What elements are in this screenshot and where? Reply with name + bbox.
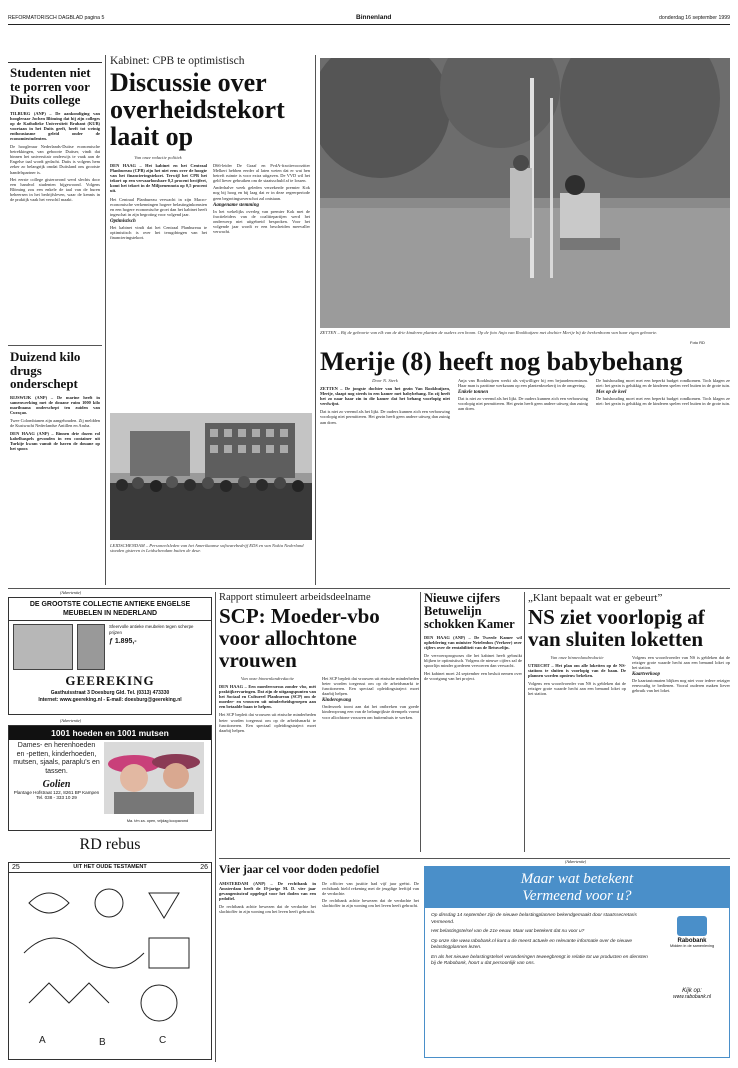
header-left: REFORMATORISCH DAGBLAD pagina 5 [8, 15, 105, 21]
article-title: Vier jaar cel voor doden pedofiel [219, 864, 380, 876]
header-date: donderdag 16 september 1999 [659, 15, 730, 21]
article-body: Het SCP bepleit dat vrouwen uit etnische minderheden beter worden toegerust om op de arbeidsmarkt te functioneren. Een speciaal opleidingstraject moet daarbij helpen. [322, 676, 419, 697]
cabinet-illustration [77, 624, 105, 670]
article-students [10, 66, 100, 336]
svg-text:B: B [99, 1037, 106, 1048]
ad-title: Vermeend voor u? [522, 888, 632, 904]
ad-hats[interactable] [8, 725, 212, 831]
article-lead: AMSTERDAM (ANP) – De rechtbank in Amsterdam heeft de 19-jarige M. D. vier jaar gevangenisstraf opgelegd voor het doden van een pedofiel. [219, 881, 316, 902]
article-lead: UTRECHT – Het plan om alle loketten op de NS-stations te sluiten is voorlopig van de baan. De plannen worden opnieuw bekeken. [528, 663, 626, 679]
rebus-drawings [9, 873, 211, 1059]
ad-geereking[interactable] [8, 597, 212, 715]
article-body: Het kabinet moet 24 september een besluit nemen over de voortgang van het project. [424, 670, 522, 681]
ad-address: Plantage Hofstraat 122, 8261 BP Kampen [13, 790, 100, 795]
article-body: De hoogleraar Nederlands-Duitse economische betrekkingen, van geboorte Duitser, vindt dat binnen het universitair onderwijs te vaak aan de Engelse taal wordt gedacht. Duits is volgens hem zeker zo belangrijk omdat Duitsland ons grootste handelspartner is. [10, 144, 100, 175]
ad-address: Gasthuisstraat 3 Doesburg Gld. Tel. (0313) 473330 [50, 690, 170, 696]
ad-label: (Advertentie) [60, 590, 82, 595]
article-body: De kaartautomaten blijken nog niet voor iedere reiziger eenvoudig te bedienen. Vooral ouderen maken liever gebruik van het loket. [632, 678, 730, 694]
article-lead: DEN HAAG – Het kabinet en het Centraal Planbureau (CPB) zijn het niet eens over de hoogte van het financieringstekort. Terwijl het CPB het tekort op een vervaarloosbare 0,2 procent becijfert, komt het tekort in de Miljoenennota op 0,5 procent uit. [110, 163, 207, 194]
article-body: Het Centraal Planbureau verwacht in zijn Macro-economische verkenningen hogere belastinginkomsten en een hogere economische groei dan het kabinet heeft ingeschat in zijn begroting voor volgend jaar. [110, 196, 207, 217]
ad-title: DE GROOTSTE COLLECTIE ANTIEKE ENGELSE MEUBELEN IN NEDERLAND [9, 598, 211, 621]
article-body: De officier van justitie had vijf jaar geëist. De rechtbank hield rekening met de jeugdige leeftijd van de verdachte. [322, 881, 419, 897]
ad-price: ƒ 1.895,- [109, 638, 137, 645]
article-body: Dat is niet zo vreemd als het lijkt. De ouders kunnen zich een verbouwing voorlopig niet permitteren. Het gezin heeft geen andere uitweg dan zuinig aan doen. [458, 396, 588, 412]
article-body: Volgens een woordvoerder van NS is gebleken dat de reiziger grote waarde hecht aan een bemand loket op het station. [632, 655, 730, 671]
ad-url: Internet: www.geereking.nl - E-mail: doesburg@geereking.nl [38, 697, 182, 703]
ad-illustration [13, 624, 73, 670]
article-body: De rechtbank achtte bewezen dat de verdachte het slachtoffer in zijn woning om het leven heeft gebracht. [322, 898, 419, 909]
ad-line: Het belastingstelsel van de 21e eeuw. Maar wat betekent dat nu voor u? [431, 929, 585, 934]
article-lead: DEN HAAG (ANP) – De Tweede Kamer wil opheldering van minister Netelenbos (Verkeer) over cijfers over de rentabiliteit van de Betuwelijn. [424, 635, 522, 651]
article-body: D66-leider De Graaf en PvdA-fractievoorzitter Melkert hebben eerder al laten weten dat er wat hen betreft ruimte is voor extra uitgaven. De VVD wil het geld liever gebruiken om de staatsschuld af te lossen. [213, 163, 310, 184]
ad-slogan: Midden in de samenleving [669, 944, 715, 948]
article-title: Nieuwe cijfers Betuwelijn schokken Kamer [424, 592, 515, 631]
ad-brand: Golien [42, 779, 71, 790]
article-title: NS ziet voorlopig af van sluiten loketten [528, 605, 705, 651]
subheading: Kaartverkoop [632, 672, 661, 678]
svg-text:C: C [159, 1035, 167, 1046]
article-body: Volgens een woordvoerder van NS is gebleken dat de reiziger grote waarde hecht aan een bemand loket op het station. [528, 681, 626, 697]
crowd-photo-image [110, 413, 312, 540]
ad-cta: Kijk op: [682, 988, 702, 994]
ad-brand: GEEREKING [65, 673, 155, 688]
article-lead: DEN HAAG – Een moedercursus zonder vbo, mét praktijkervaringen. Dat zijn de uitgangspunten van het Sociaal en Cultureel Planbureau (SCP) om de moeder- en vrouwen uit minderheidsgroepen aan een betaalde baan te helpen. [219, 684, 316, 710]
eds-photo [110, 413, 312, 540]
article-body: Het eerste college gisteravond werd slechts door een handvol studenten bijgewoond. Volgens Blöming zou een enkele de taal van de buren beheersen in het bedrijfsleven, waar de kennis in de praktijk vaak het verschil maakt. [10, 176, 100, 202]
caption-text: ZETTEN – Bij de geboorte van elk van de drie kinderen planten de ouders een boom. Op de foto Anja van Rookhuijzen met dochter Merije bij de berkenboom van haar eigen geboorte. [320, 330, 658, 335]
rabobank-logo-icon [677, 916, 707, 936]
ad-url[interactable]: www.rabobank.nl [672, 994, 712, 1000]
article-betuwelijn [424, 592, 522, 854]
article-byline: Van onze binnenlandredactie [240, 676, 295, 681]
article-body: Het SCP bepleit dat vrouwen uit etnische minderheden beter worden toegerust om op de arbeidsmarkt te functioneren. Een speciaal opleidingstraject moet daarbij helpen. [219, 712, 316, 733]
rebus-heading: UIT HET OUDE TESTAMENT [73, 864, 147, 870]
article-body: Anderhalve week geleden verzekerde premier Kok nog bij hoog en bij laag dat er in deze regeerperiode geen begrotingsoverschot zal ontstaan. [213, 185, 310, 201]
svg-text:A: A [39, 1035, 46, 1046]
ad-line: En als het nieuwe belastingstelsel veranderingen teweegbrengt in relatie tot uw producten en diensten bij de Rabobank, hoort u dat persoonlijk van ons. [431, 954, 648, 966]
rebus-number: 26 [200, 864, 208, 871]
article-title: Merije (8) heeft nog babybehang [320, 347, 683, 376]
article-lead: RIJSWIJK (ANP) – De marine heeft in samenwerking met de douane ruim 1000 kilo marihuana onderschept ten zuiden van Curaçao. [10, 394, 100, 415]
article-title: SCP: Moeder-vbo voor allochtone vrouwen [219, 604, 380, 672]
rebus-title-text: RD rebus [79, 836, 141, 853]
article-kicker: „Klant bepaalt wat er gebeurt” [528, 592, 663, 604]
article-scp [219, 592, 419, 854]
subheading: Optimistisch [110, 218, 136, 224]
section-title: Binnenland [356, 14, 392, 21]
rebus-number: 25 [12, 864, 20, 871]
ad-phone: Tel. 038 - 333 10 29 [36, 795, 77, 800]
ad-tagline: Sfeervolle antieke meubelen tegen scherpe prijzen [109, 624, 194, 635]
subheading: Enkele tonnen [458, 390, 489, 396]
article-body: De huishouding moet met een beperkt budget rondkomen. Toch klagen ze niet: het gezin is gelukkig en de kinderen spelen veel buiten in de grote tuin. [596, 396, 730, 407]
rebus-title [60, 836, 160, 854]
ad-line: Op dinsdag 14 september zijn de nieuwe belastingplannen bekendgemaakt door staatssecretaris Vermeend. [431, 913, 637, 925]
ad-title: 1001 hoeden en 1001 mutsen [9, 726, 211, 740]
subheading: Mes op de keel [596, 390, 627, 396]
article-title: Duizend kilo drugs onderschept [10, 350, 81, 391]
rebus-puzzle [8, 862, 212, 1060]
ad-brand: Rabobank [677, 938, 707, 944]
article-byline: Van onze redactie politiek [134, 155, 182, 160]
article-kicker: Rapport stimuleert arbeidsdeelname [219, 592, 371, 603]
article-body: Onderzoek toont aan dat het ontbreken van goede kinderopvang een van de belangrijkste drempels vormt voor allochtone vrouwen om buitenshuis te werken. [322, 704, 419, 720]
article-merije [320, 378, 730, 583]
article-kicker: Kabinet: CPB te optimistisch [110, 55, 245, 67]
photo-caption [320, 330, 730, 346]
article-body: Twee Colombianen zijn aangehouden. Zij meldden de Kustwacht Nederlandse Antillen en Aruba. [10, 417, 100, 428]
article-lead: TILBURG (ANP) – De aankondiging van hoogleraar Jochen Blöming dat hij zijn colleges op de Katholieke Universiteit Brabant (KUB) voortaan in het Duits geeft, heeft tot weinig enthousiasme geleid onder de economiestudenten. [10, 110, 100, 141]
article-byline: Van onze binnenlandredactie [550, 655, 604, 660]
ad-label: (Advertentie) [565, 859, 587, 864]
article-body: Dat is niet zo vreemd als het lijkt. De ouders kunnen zich een verbouwing voorlopig niet permitteren. Het gezin heeft geen andere uitweg dan zuinig aan doen. [320, 409, 450, 425]
article-body: DEN HAAG (ANP) – Binnen drie dozen rol kabelhaspels gevonden in een container uit Turkije kwam vanuit de haven de douane op het spoor. [10, 431, 100, 452]
hat-models-image [104, 742, 204, 814]
ad-text: Dames- en herenhoeden en -petten, kinderhoeden, mutsen, sjaals, paraplu's en tassen. [13, 742, 100, 775]
article-lead: ZETTEN – De jongste dochter van het gezin Van Rookhuijzen, Merije, slaapt nog steeds in een kamer met babybehang. En zij heeft het zo naar haar zin in die kamer dat het behang voorlopig niet verdwijnt. [320, 386, 450, 407]
ad-line: Op onze site www.rabobank.nl kunt u de meest actuele en relevante informatie over de nieuwe belastingplannen lezen. [431, 938, 633, 950]
article-body: Anja van Rookhuijzen werkt als vrijwilliger bij een bejaardencentrum. Haar man is parttime werkzaam op een plantenkwekerij in de omgeving. [458, 378, 588, 389]
article-pedofiel [219, 864, 419, 1060]
article-title: Discussie over overheidstekort laait op [110, 68, 285, 151]
article-cpb [110, 55, 310, 440]
article-body: De rechtbank achtte bewezen dat de verdachte het slachtoffer in zijn woning om het leven heeft gebracht. [219, 904, 316, 915]
article-byline: Door N. Sterk [372, 378, 398, 383]
garden-photo-image [320, 58, 730, 328]
article-title: Studenten niet te porren voor Duits college [10, 66, 91, 107]
photo-caption: LEIDSCHENDAM – Personeelsleden van het Amerikaanse softwarebedrijf EDS en van Nokia Nederland stonden gisteren in Leidschendam buiten de deur. [110, 543, 304, 554]
page-header [8, 13, 730, 25]
article-body: De vervoersprognoses die het kabinet heeft gebruikt blijken te optimistisch. Volgens de nieuwe cijfers zal de spoorlijn minder goederen vervoeren dan verwacht. [424, 653, 522, 669]
article-body: In het wekelijks overleg van premier Kok met de fractieleiders van de coalitiepartijen werd het onderwerp niet uitgebreid besproken. Voor het volgende jaar wordt er een bescheiden meevaller verwacht. [213, 208, 310, 235]
subheading: Kinderopvang [322, 698, 352, 704]
ad-caption: Ma. t/m za. open, vrijdag koopavond [126, 819, 189, 823]
article-drugs [10, 350, 100, 578]
ad-label: (Advertentie) [60, 718, 82, 723]
ad-rabobank[interactable] [424, 866, 730, 1058]
merije-photo [320, 58, 730, 328]
article-body: Het kabinet vindt dat het Centraal Planbureau te optimistisch is over het terugdringen van het financieringstekort. [110, 224, 207, 241]
article-ns [528, 592, 730, 854]
article-body: De huishouding moet met een beperkt budget rondkomen. Toch klagen ze niet: het gezin is gelukkig en de kinderen spelen veel buiten in de grote tuin. [596, 378, 730, 389]
photo-credit: Foto RD [690, 340, 705, 345]
ad-title: Maar wat betekent [520, 871, 634, 887]
subheading: Aangename stemming [213, 202, 259, 208]
